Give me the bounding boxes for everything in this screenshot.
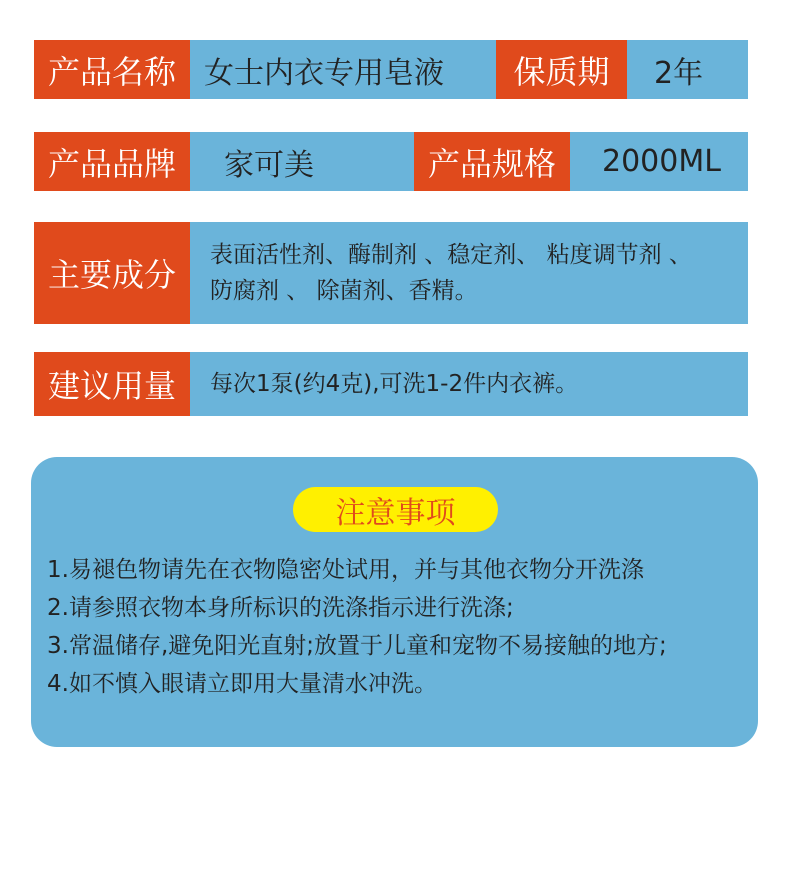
value-shelf-life: 2年 — [654, 55, 704, 91]
value-dosage: 每次1泵(约4克),可洗1-2件内衣裤。 — [210, 371, 579, 397]
value-product-name: 女士内衣专用皂液 — [204, 55, 444, 91]
value-spec: 2000ML — [602, 144, 721, 179]
value-brand: 家可美 — [224, 147, 314, 183]
row-product-name — [34, 40, 748, 99]
label-shelf-life: 保质期 — [496, 40, 627, 99]
label-ingredients: 主要成分 — [34, 222, 190, 324]
label-spec: 产品规格 — [414, 132, 570, 191]
notice-item: 4.如不慎入眼请立即用大量清水冲洗。 — [47, 671, 437, 697]
row-ingredients — [34, 222, 748, 324]
label-product-name: 产品名称 — [34, 40, 190, 99]
ingredients-line-2: 防腐剂 、 除菌剂、香精。 — [210, 278, 478, 304]
notice-item: 2.请参照衣物本身所标识的洗涤指示进行洗涤; — [47, 595, 514, 621]
label-brand: 产品品牌 — [34, 132, 190, 191]
notice-panel — [31, 457, 758, 747]
row-dosage — [34, 352, 748, 416]
row-brand — [34, 132, 748, 191]
label-dosage: 建议用量 — [34, 352, 190, 416]
notice-list — [47, 551, 755, 703]
value-ingredients — [210, 222, 745, 324]
notice-item: 1.易褪色物请先在衣物隐密处试用，并与其他衣物分开洗涤 — [47, 557, 644, 583]
ingredients-line-1: 表面活性剂、酶制剂 、稳定剂、 粘度调节剂 、 — [210, 242, 692, 268]
notice-item: 3.常温储存,避免阳光直射;放置于儿童和宠物不易接触的地方; — [47, 633, 667, 659]
notice-title: 注意事项 — [293, 487, 498, 532]
